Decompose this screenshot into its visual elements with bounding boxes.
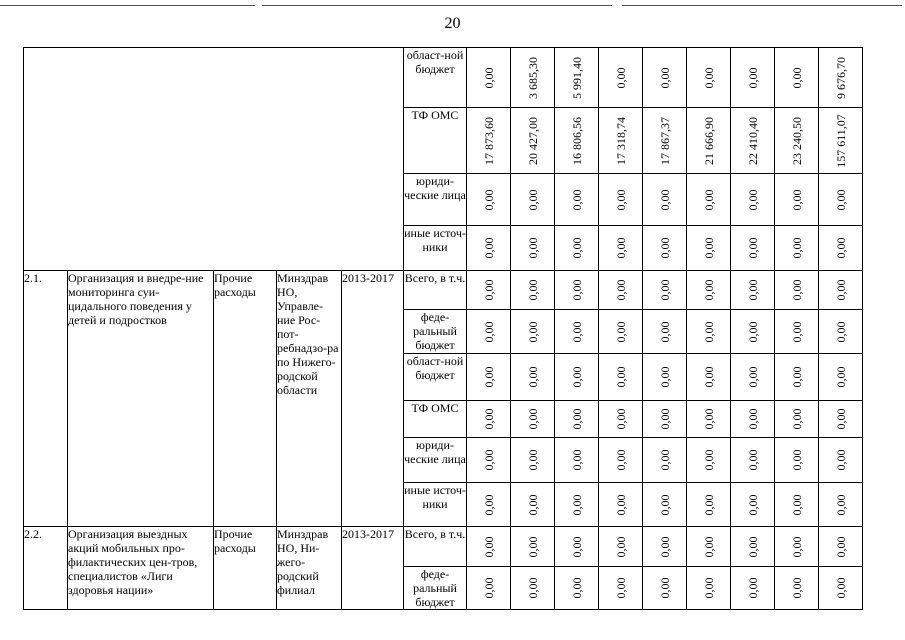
value-text: 0,00 <box>525 449 540 471</box>
value-text: 0,00 <box>745 67 760 88</box>
value-cell <box>599 438 643 483</box>
value-cell <box>819 527 863 567</box>
value-cell <box>643 310 687 354</box>
value-text: 0,00 <box>789 449 804 471</box>
period: 2013-2017 <box>342 271 404 527</box>
value-cell <box>555 174 599 226</box>
value-text: 0,00 <box>657 494 672 515</box>
top-rule-right <box>622 5 902 6</box>
value-cell <box>467 48 511 108</box>
value-cell <box>775 567 819 610</box>
value-cell <box>599 271 643 310</box>
value-cell <box>467 567 511 610</box>
value-text: 0,00 <box>657 408 672 430</box>
value-text: 5 991,40 <box>569 56 584 99</box>
value-text: 0,00 <box>613 279 628 301</box>
value-text: 0,00 <box>833 366 848 388</box>
value-text: 0,00 <box>745 321 760 342</box>
value-text: 0,00 <box>701 366 716 388</box>
value-cell <box>775 108 819 174</box>
value-cell <box>555 354 599 401</box>
value-cell <box>643 401 687 438</box>
value-cell <box>599 527 643 567</box>
value-text: 0,00 <box>745 577 760 599</box>
value-cell <box>555 310 599 354</box>
value-text: 0,00 <box>569 494 584 515</box>
value-text: 0,00 <box>789 408 804 430</box>
funding-source: Всего, в т.ч. <box>404 527 467 567</box>
value-text: 0,00 <box>657 189 672 210</box>
value-cell <box>775 271 819 310</box>
value-text: 0,00 <box>481 279 496 301</box>
table-body <box>24 48 863 610</box>
value-text: 16 806,56 <box>569 116 584 165</box>
value-cell <box>819 354 863 401</box>
value-cell <box>687 438 731 483</box>
value-cell <box>643 354 687 401</box>
value-cell <box>643 48 687 108</box>
value-cell <box>819 108 863 174</box>
value-cell <box>819 438 863 483</box>
funding-source: Всего, в т.ч. <box>404 271 467 310</box>
value-text: 0,00 <box>525 536 540 557</box>
value-cell <box>511 310 555 354</box>
value-text: 0,00 <box>701 536 716 557</box>
value-cell <box>511 567 555 610</box>
value-cell <box>555 108 599 174</box>
value-cell <box>731 48 775 108</box>
value-cell <box>775 438 819 483</box>
entry-name: Организация выездных акций мобильных про-филактических цен-тров, специалистов «Лиги здоровья нации» <box>68 527 214 610</box>
value-cell <box>467 174 511 226</box>
value-cell <box>511 527 555 567</box>
value-cell <box>819 226 863 271</box>
value-cell <box>819 271 863 310</box>
value-text: 17 873,60 <box>481 116 496 165</box>
value-text: 0,00 <box>569 577 584 599</box>
funding-source: феде-ральный бюджет <box>404 567 467 610</box>
value-text: 157 611,07 <box>833 113 848 168</box>
value-text: 0,00 <box>525 494 540 515</box>
value-cell <box>467 401 511 438</box>
value-cell <box>599 310 643 354</box>
value-text: 0,00 <box>481 321 496 342</box>
value-cell <box>511 174 555 226</box>
value-cell <box>819 483 863 527</box>
value-text: 0,00 <box>657 449 672 471</box>
value-cell <box>687 483 731 527</box>
value-text: 0,00 <box>613 494 628 515</box>
value-text: 0,00 <box>833 449 848 471</box>
value-text: 0,00 <box>657 279 672 301</box>
funding-source: област-ной бюджет <box>404 48 467 108</box>
value-text: 0,00 <box>701 189 716 210</box>
value-text: 0,00 <box>569 408 584 430</box>
value-text: 0,00 <box>569 366 584 388</box>
value-cell <box>643 226 687 271</box>
value-cell <box>467 527 511 567</box>
value-cell <box>775 48 819 108</box>
funding-source: иные источ-ники <box>404 483 467 527</box>
value-text: 0,00 <box>481 449 496 471</box>
value-cell <box>555 438 599 483</box>
value-cell <box>511 438 555 483</box>
value-text: 0,00 <box>789 366 804 388</box>
value-text: 0,00 <box>613 577 628 599</box>
value-cell <box>555 271 599 310</box>
value-text: 0,00 <box>613 189 628 210</box>
value-cell <box>687 271 731 310</box>
value-cell <box>643 527 687 567</box>
value-cell <box>555 226 599 271</box>
value-cell <box>555 567 599 610</box>
funding-source: ТФ ОМС <box>404 401 467 438</box>
value-text: 0,00 <box>481 67 496 88</box>
value-text: 0,00 <box>789 279 804 301</box>
value-cell <box>599 483 643 527</box>
value-cell <box>731 438 775 483</box>
value-text: 0,00 <box>789 237 804 259</box>
value-text: 0,00 <box>481 536 496 557</box>
period: 2013-2017 <box>342 527 404 610</box>
value-cell <box>555 401 599 438</box>
value-text: 0,00 <box>481 366 496 388</box>
value-cell <box>599 567 643 610</box>
value-cell <box>511 354 555 401</box>
value-cell <box>687 108 731 174</box>
value-text: 0,00 <box>569 536 584 557</box>
value-text: 0,00 <box>701 67 716 88</box>
value-cell <box>775 401 819 438</box>
value-cell <box>511 226 555 271</box>
value-cell <box>687 48 731 108</box>
value-text: 0,00 <box>833 494 848 515</box>
value-text: 0,00 <box>833 279 848 301</box>
value-cell <box>643 483 687 527</box>
value-cell <box>467 108 511 174</box>
value-text: 0,00 <box>481 408 496 430</box>
funding-source: юриди-ческие лица <box>404 174 467 226</box>
expense-type: Прочие расходы <box>214 271 277 527</box>
value-text: 0,00 <box>657 536 672 557</box>
value-text: 0,00 <box>701 494 716 515</box>
executor: Минздрав НО, Управле-ние Рос-пот-ребнадзо-ра по Нижего-родской области <box>277 271 342 527</box>
value-cell <box>555 483 599 527</box>
value-text: 0,00 <box>525 366 540 388</box>
value-cell <box>819 401 863 438</box>
expense-type: Прочие расходы <box>214 527 277 610</box>
page-number: 20 <box>444 15 461 32</box>
value-cell <box>819 48 863 108</box>
value-cell <box>643 567 687 610</box>
value-cell <box>511 108 555 174</box>
value-text: 0,00 <box>745 449 760 471</box>
value-cell <box>599 108 643 174</box>
entry-number: 2.1. <box>24 271 68 527</box>
value-cell <box>775 527 819 567</box>
value-cell <box>643 271 687 310</box>
value-cell <box>731 310 775 354</box>
value-cell <box>731 354 775 401</box>
value-text: 0,00 <box>745 408 760 430</box>
value-text: 17 318,74 <box>613 116 628 165</box>
value-text: 0,00 <box>789 321 804 342</box>
budget-table <box>23 47 863 610</box>
value-cell <box>467 310 511 354</box>
value-text: 0,00 <box>745 494 760 515</box>
value-text: 0,00 <box>569 189 584 210</box>
value-cell <box>687 354 731 401</box>
value-text: 0,00 <box>789 189 804 210</box>
value-text: 0,00 <box>657 237 672 259</box>
value-cell <box>467 438 511 483</box>
value-text: 22 410,40 <box>745 116 760 165</box>
value-cell <box>555 527 599 567</box>
value-cell <box>599 226 643 271</box>
value-cell <box>467 271 511 310</box>
table-row <box>24 48 863 108</box>
value-text: 3 685,30 <box>525 56 540 99</box>
value-cell <box>775 483 819 527</box>
value-text: 0,00 <box>525 577 540 599</box>
value-cell <box>599 354 643 401</box>
value-text: 0,00 <box>569 279 584 301</box>
value-text: 0,00 <box>789 67 804 88</box>
value-text: 0,00 <box>833 237 848 259</box>
table-row <box>24 527 863 567</box>
value-cell <box>467 226 511 271</box>
value-text: 0,00 <box>745 279 760 301</box>
value-text: 0,00 <box>525 237 540 259</box>
value-cell <box>775 174 819 226</box>
value-text: 0,00 <box>481 189 496 210</box>
funding-source: феде-ральный бюджет <box>404 310 467 354</box>
value-cell <box>775 310 819 354</box>
value-text: 0,00 <box>525 321 540 342</box>
value-cell <box>687 174 731 226</box>
value-text: 0,00 <box>745 237 760 259</box>
entry-name: Организация и внедре-ние мониторинга суи-цидального поведения у детей и подростков <box>68 271 214 527</box>
entry-number: 2.2. <box>24 527 68 610</box>
value-cell <box>731 567 775 610</box>
value-text: 0,00 <box>745 189 760 210</box>
value-cell <box>599 401 643 438</box>
value-text: 0,00 <box>525 279 540 301</box>
value-text: 0,00 <box>569 321 584 342</box>
executor: Минздрав НО, Ни-жего-родский филиал <box>277 527 342 610</box>
value-cell <box>731 226 775 271</box>
value-cell <box>467 483 511 527</box>
value-cell <box>555 48 599 108</box>
value-text: 0,00 <box>701 408 716 430</box>
value-cell <box>819 567 863 610</box>
value-text: 0,00 <box>481 494 496 515</box>
value-text: 9 676,70 <box>833 56 848 99</box>
value-cell <box>731 271 775 310</box>
value-cell <box>687 310 731 354</box>
value-text: 0,00 <box>481 237 496 259</box>
value-text: 0,00 <box>481 577 496 599</box>
value-text: 0,00 <box>613 237 628 259</box>
value-cell <box>687 226 731 271</box>
value-text: 0,00 <box>789 536 804 557</box>
value-text: 0,00 <box>569 449 584 471</box>
value-text: 0,00 <box>701 577 716 599</box>
value-text: 21 666,90 <box>701 116 716 165</box>
value-cell <box>687 401 731 438</box>
value-text: 0,00 <box>701 449 716 471</box>
value-text: 0,00 <box>657 577 672 599</box>
value-cell <box>599 174 643 226</box>
value-text: 0,00 <box>613 408 628 430</box>
value-cell <box>731 174 775 226</box>
value-text: 0,00 <box>613 449 628 471</box>
value-text: 0,00 <box>613 67 628 88</box>
value-cell <box>687 527 731 567</box>
value-text: 0,00 <box>613 366 628 388</box>
value-text: 0,00 <box>833 408 848 430</box>
value-text: 0,00 <box>701 321 716 342</box>
value-cell <box>511 483 555 527</box>
value-cell <box>775 226 819 271</box>
continued-blank-cell <box>24 48 404 271</box>
value-text: 0,00 <box>657 366 672 388</box>
value-text: 0,00 <box>745 536 760 557</box>
value-cell <box>511 401 555 438</box>
funding-source: иные источ-ники <box>404 226 467 271</box>
value-cell <box>643 174 687 226</box>
value-text: 0,00 <box>833 536 848 557</box>
value-text: 0,00 <box>833 577 848 599</box>
value-cell <box>731 401 775 438</box>
value-cell <box>511 271 555 310</box>
value-cell <box>467 354 511 401</box>
value-text: 0,00 <box>833 321 848 342</box>
value-cell <box>731 108 775 174</box>
value-text: 0,00 <box>569 237 584 259</box>
value-cell <box>643 438 687 483</box>
value-cell <box>511 48 555 108</box>
value-cell <box>687 567 731 610</box>
value-text: 0,00 <box>613 321 628 342</box>
value-cell <box>643 108 687 174</box>
funding-source: област-ной бюджет <box>404 354 467 401</box>
value-text: 0,00 <box>745 366 760 388</box>
table-row <box>24 271 863 310</box>
value-text: 0,00 <box>789 494 804 515</box>
funding-source: юриди-ческие лица <box>404 438 467 483</box>
value-cell <box>819 174 863 226</box>
value-text: 0,00 <box>701 279 716 301</box>
top-rule-middle <box>262 5 612 6</box>
funding-source: ТФ ОМС <box>404 108 467 174</box>
value-text: 20 427,00 <box>525 116 540 165</box>
value-cell <box>819 310 863 354</box>
value-text: 0,00 <box>701 237 716 259</box>
value-text: 0,00 <box>833 189 848 210</box>
value-cell <box>599 48 643 108</box>
value-text: 23 240,50 <box>789 116 804 165</box>
value-text: 0,00 <box>657 67 672 88</box>
value-text: 0,00 <box>613 536 628 557</box>
value-cell <box>731 483 775 527</box>
value-cell <box>731 527 775 567</box>
value-text: 17 867,37 <box>657 116 672 165</box>
value-cell <box>775 354 819 401</box>
value-text: 0,00 <box>657 321 672 342</box>
value-text: 0,00 <box>789 577 804 599</box>
value-text: 0,00 <box>525 189 540 210</box>
value-text: 0,00 <box>525 408 540 430</box>
top-rule-left <box>0 5 255 6</box>
